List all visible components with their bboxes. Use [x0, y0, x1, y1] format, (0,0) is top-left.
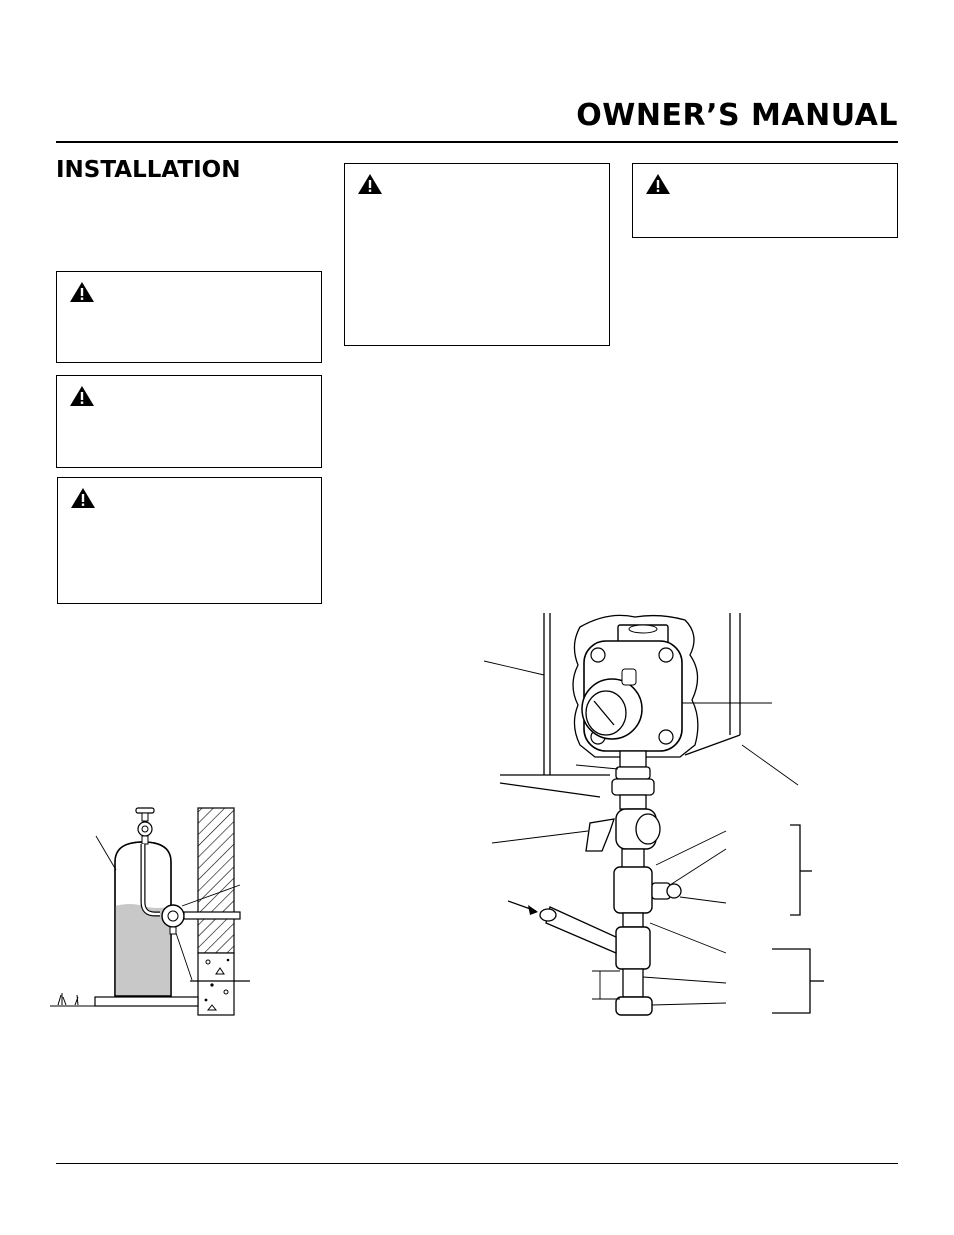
warning-triangle-icon	[69, 281, 95, 303]
warning-box-1	[56, 271, 322, 363]
regulator-assembly-illustration	[480, 605, 840, 1025]
warning-box-3	[57, 477, 322, 604]
warning-box-5	[632, 163, 898, 238]
tank-installation-illustration	[40, 800, 260, 1025]
warning-box-4	[344, 163, 610, 346]
warning-triangle-icon	[357, 173, 383, 195]
warning-box-2	[56, 375, 322, 468]
warning-triangle-icon	[70, 487, 96, 509]
footer-rule	[56, 1163, 898, 1164]
header-rule	[56, 141, 898, 143]
manual-title: OWNER’S MANUAL	[576, 98, 898, 133]
warning-triangle-icon	[645, 173, 671, 195]
section-title: INSTALLATION	[56, 157, 241, 183]
warning-triangle-icon	[69, 385, 95, 407]
